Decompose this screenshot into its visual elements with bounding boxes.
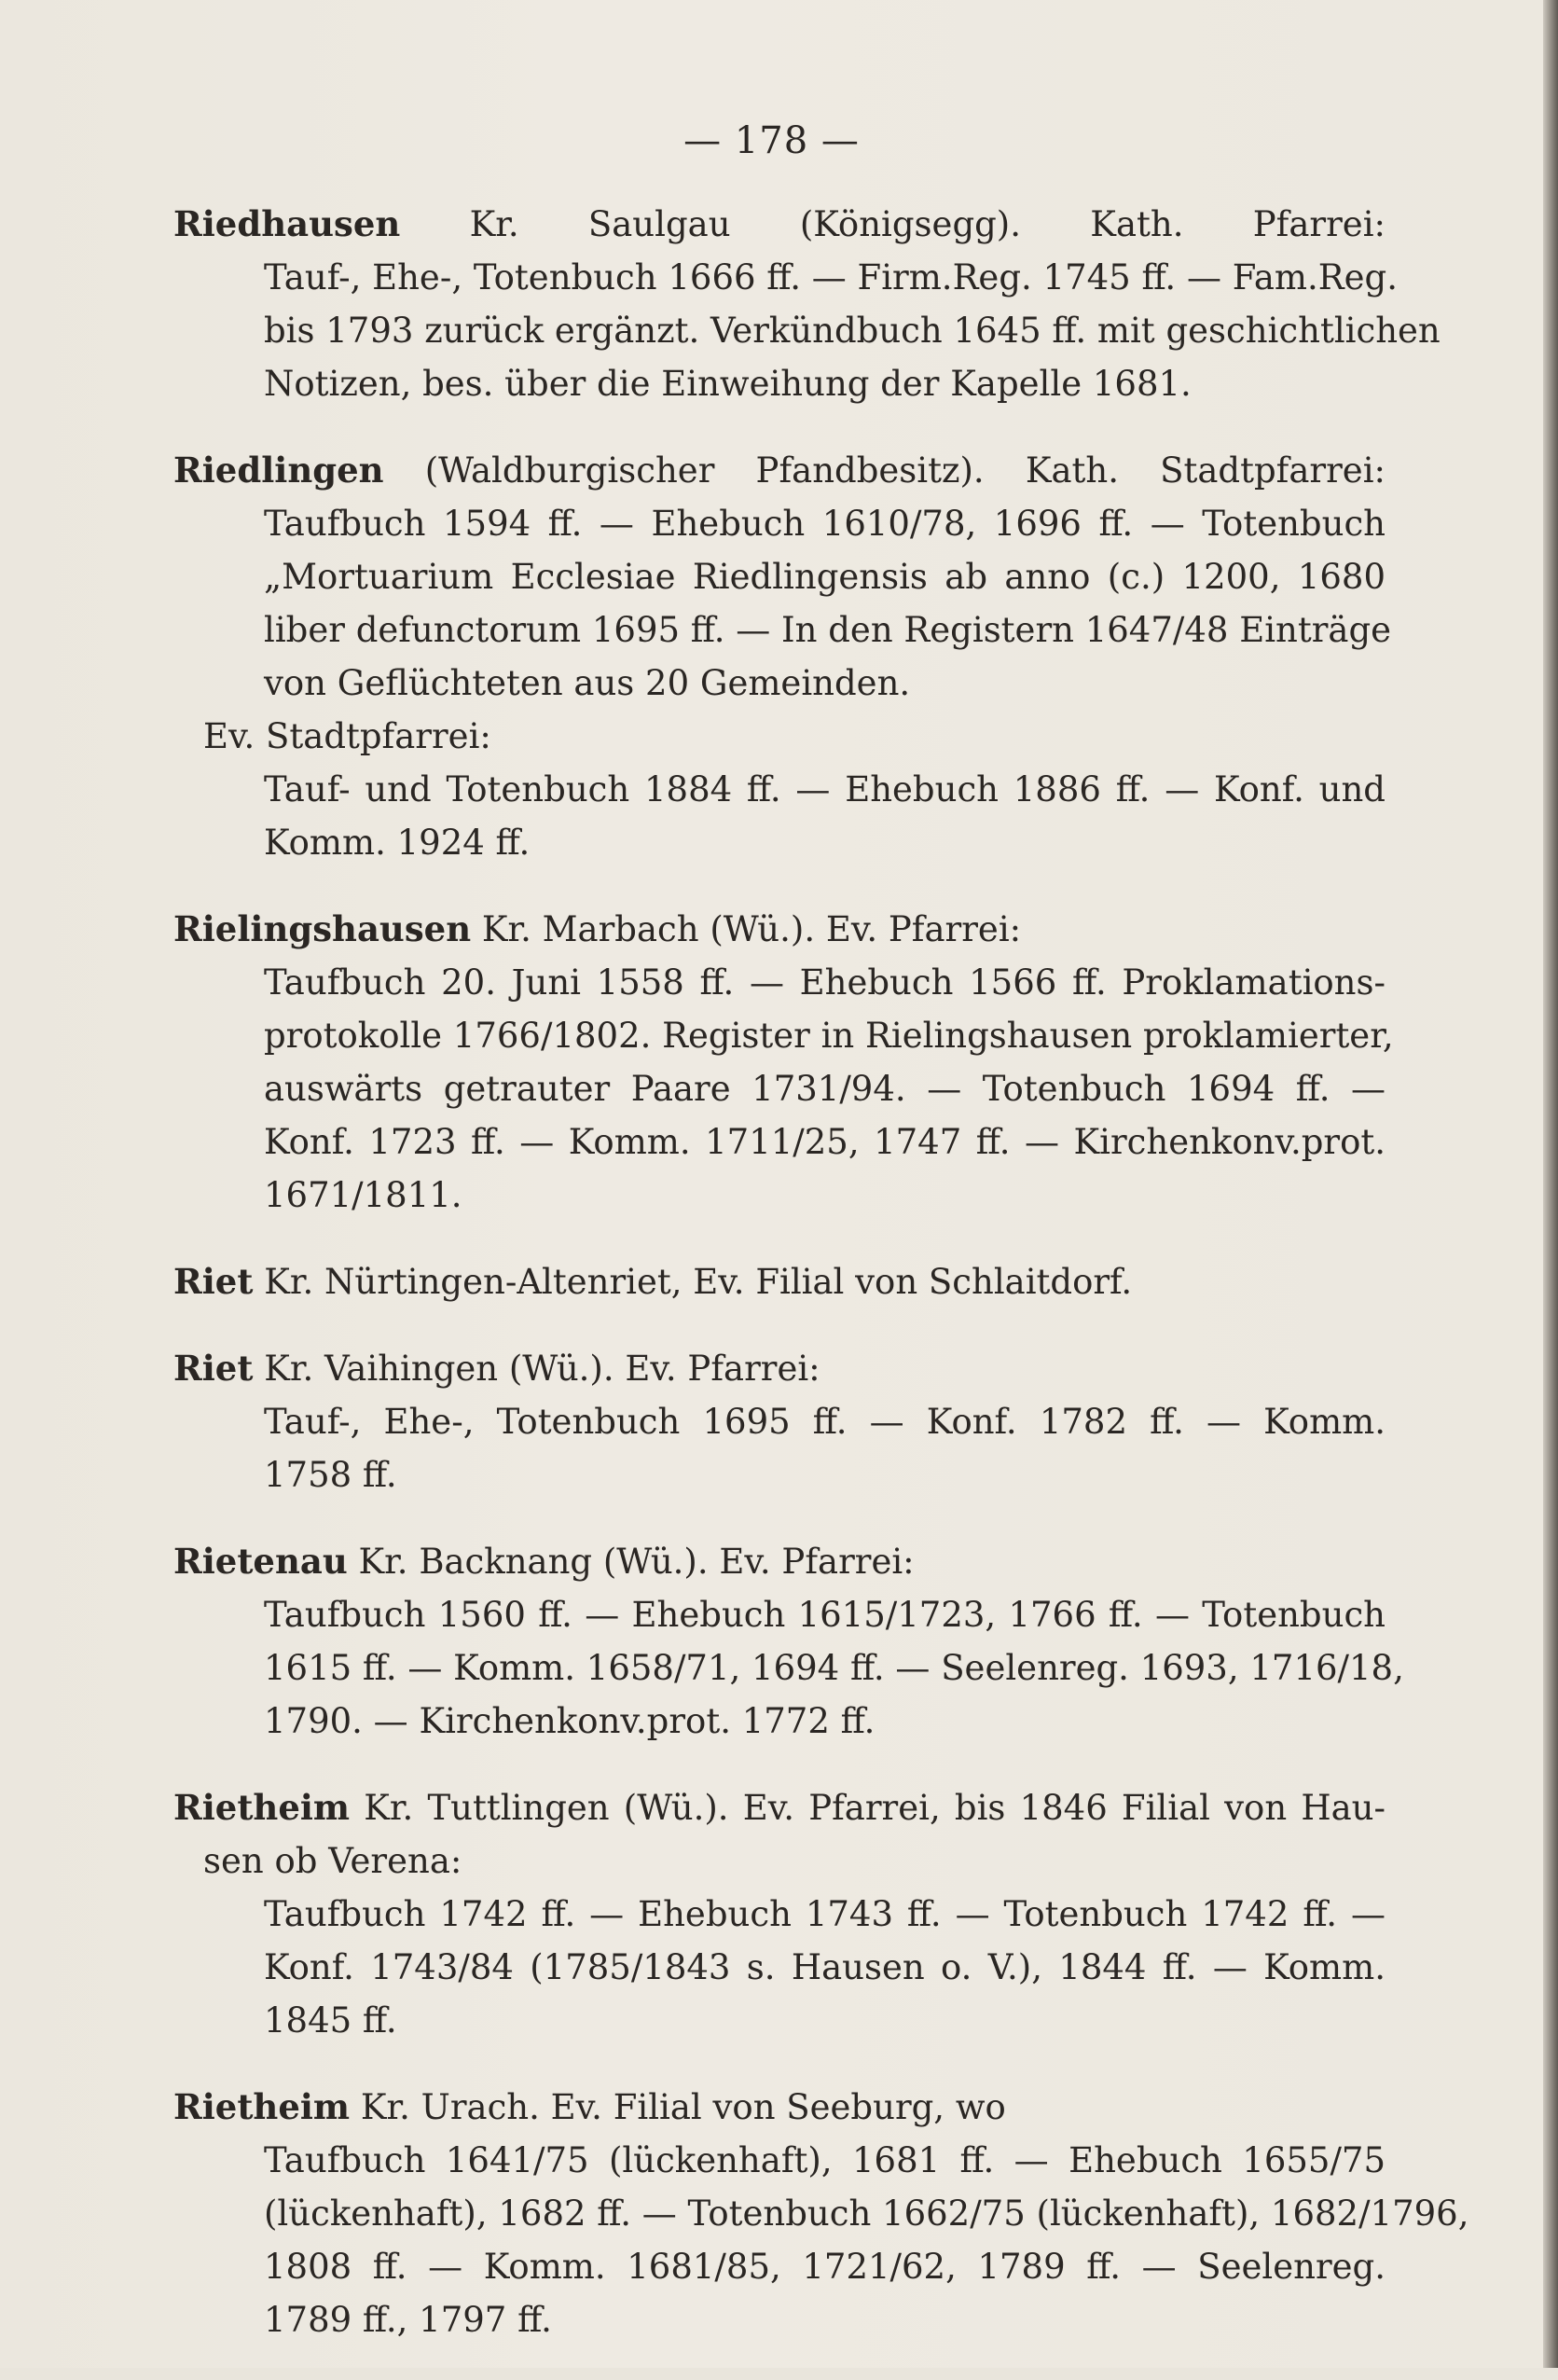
entry-heading-line bbox=[173, 1781, 1386, 1834]
entry-subheading: Ev. Stadtpfarrei: bbox=[203, 716, 491, 756]
entry-line: 1671/1811. bbox=[264, 1175, 462, 1215]
register-entries bbox=[173, 198, 1469, 2380]
entry-line: Taufbuch 20. Juni 1558 ff. — Ehebuch 1566 ff. Proklamations- bbox=[264, 962, 1386, 1003]
entry-line: Taufbuch 1641/75 (lückenhaft), 1681 ff. — Ehebuch 1655/75 bbox=[264, 2140, 1386, 2180]
place-name: Riet bbox=[173, 1348, 254, 1389]
entry-line: protokolle 1766/1802. Register in Rielingshausen proklamierter, bbox=[264, 1016, 1394, 1056]
place-details: (Waldburgischer Pfandbesitz). Kath. Stadtpfarrei: bbox=[383, 450, 1386, 491]
place-details: Kr. Nürtingen-Altenriet, Ev. Filial von Schlaitdorf. bbox=[253, 1262, 1133, 1302]
place-details: Kr. Saulgau (Königsegg). Kath. Pfarrei: bbox=[400, 204, 1386, 244]
entry-line: auswärts getrauter Paare 1731/94. — Totenbuch 1694 ff. — bbox=[264, 1069, 1386, 1109]
entry-line: von Geflüchteten aus 20 Gemeinden. bbox=[264, 663, 911, 703]
entry-riedlingen bbox=[173, 444, 1392, 869]
entry-line: Taufbuch 1742 ff. — Ehebuch 1743 ff. — Totenbuch 1742 ff. — bbox=[264, 1894, 1386, 1934]
entry-rietheim-tuttlingen bbox=[173, 1781, 1386, 2047]
entry-rietenau bbox=[173, 1535, 1404, 1748]
place-name: Rietenau bbox=[173, 1541, 348, 1582]
entry-line: 1790. — Kirchenkonv.prot. 1772 ff. bbox=[264, 1701, 876, 1741]
entry-heading-line bbox=[173, 444, 1386, 497]
entry-line: 1615 ff. — Komm. 1658/71, 1694 ff. — Seelenreg. 1693, 1716/18, bbox=[264, 1648, 1404, 1688]
entry-riet-vaihingen bbox=[173, 1342, 1386, 1501]
entry-heading-line bbox=[173, 1255, 1386, 1308]
entry-line: 1845 ff. bbox=[264, 2000, 397, 2041]
place-name: Rielingshausen bbox=[173, 908, 472, 949]
entry-line: Komm. 1924 ff. bbox=[264, 823, 531, 863]
place-name: Rietheim bbox=[173, 1787, 351, 1828]
place-name: Rietheim bbox=[173, 2086, 351, 2127]
entry-line: Tauf-, Ehe-, Totenbuch 1695 ff. — Konf. 1782 ff. — Komm. bbox=[264, 1402, 1386, 1442]
entry-rietheim-urach bbox=[173, 2081, 1469, 2346]
entry-line: Konf. 1723 ff. — Komm. 1711/25, 1747 ff. — Kirchenkonv.prot. bbox=[264, 1122, 1386, 1162]
place-details: Kr. Vaihingen (Wü.). Ev. Pfarrei: bbox=[253, 1349, 820, 1389]
entry-line: 1758 ff. bbox=[264, 1455, 397, 1495]
entry-line: Tauf- und Totenbuch 1884 ff. — Ehebuch 1886 ff. — Konf. und bbox=[264, 769, 1386, 809]
page-number: — 178 — bbox=[683, 119, 860, 162]
entry-line: Taufbuch 1560 ff. — Ehebuch 1615/1723, 1766 ff. — Totenbuch bbox=[264, 1595, 1386, 1635]
entry-heading-line bbox=[173, 1535, 1386, 1588]
entry-line: 1789 ff., 1797 ff. bbox=[264, 2300, 552, 2340]
place-name: Riedhausen bbox=[173, 203, 401, 244]
entry-rielingshausen bbox=[173, 903, 1394, 1222]
entry-line: sen ob Verena: bbox=[203, 1841, 462, 1881]
entry-line: „Mortuarium Ecclesiae Riedlingensis ab anno (c.) 1200, 1680 bbox=[264, 557, 1386, 597]
place-details: Kr. Urach. Ev. Filial von Seeburg, wo bbox=[350, 2087, 1006, 2127]
entry-line: 1808 ff. — Komm. 1681/85, 1721/62, 1789 ff. — Seelenreg. bbox=[264, 2247, 1386, 2287]
entry-heading-line bbox=[173, 903, 1386, 956]
entry-heading-line bbox=[173, 198, 1386, 251]
place-details: Kr. Marbach (Wü.). Ev. Pfarrei: bbox=[471, 909, 1022, 949]
entry-line: bis 1793 zurück ergänzt. Verkündbuch 1645 ff. mit geschichtlichen bbox=[264, 311, 1441, 351]
place-name: Riedlingen bbox=[173, 450, 384, 491]
entry-line: Notizen, bes. über die Einweihung der Kapelle 1681. bbox=[264, 364, 1192, 404]
entry-riedhausen bbox=[173, 198, 1441, 410]
entry-heading-line bbox=[173, 1342, 1386, 1395]
place-details: Kr. Backnang (Wü.). Ev. Pfarrei: bbox=[347, 1542, 915, 1582]
entry-riet-nuertingen bbox=[173, 1255, 1386, 1308]
entry-heading-line bbox=[173, 2081, 1386, 2134]
entry-line: Konf. 1743/84 (1785/1843 s. Hausen o. V.), 1844 ff. — Komm. bbox=[264, 1947, 1386, 1987]
entry-line: Tauf-, Ehe-, Totenbuch 1666 ff. — Firm.Reg. 1745 ff. — Fam.Reg. bbox=[264, 257, 1398, 298]
entry-line: Taufbuch 1594 ff. — Ehebuch 1610/78, 1696 ff. — Totenbuch bbox=[264, 504, 1386, 544]
entry-line: liber defunctorum 1695 ff. — In den Registern 1647/48 Einträge bbox=[264, 610, 1392, 650]
place-details: Kr. Tuttlingen (Wü.). Ev. Pfarrei, bis 1846 Filial von Hau- bbox=[350, 1788, 1386, 1828]
page-binding-edge bbox=[1543, 0, 1558, 2368]
entry-line: (lückenhaft), 1682 ff. — Totenbuch 1662/75 (lückenhaft), 1682/1796, bbox=[264, 2193, 1469, 2234]
place-name: Riet bbox=[173, 1261, 254, 1302]
